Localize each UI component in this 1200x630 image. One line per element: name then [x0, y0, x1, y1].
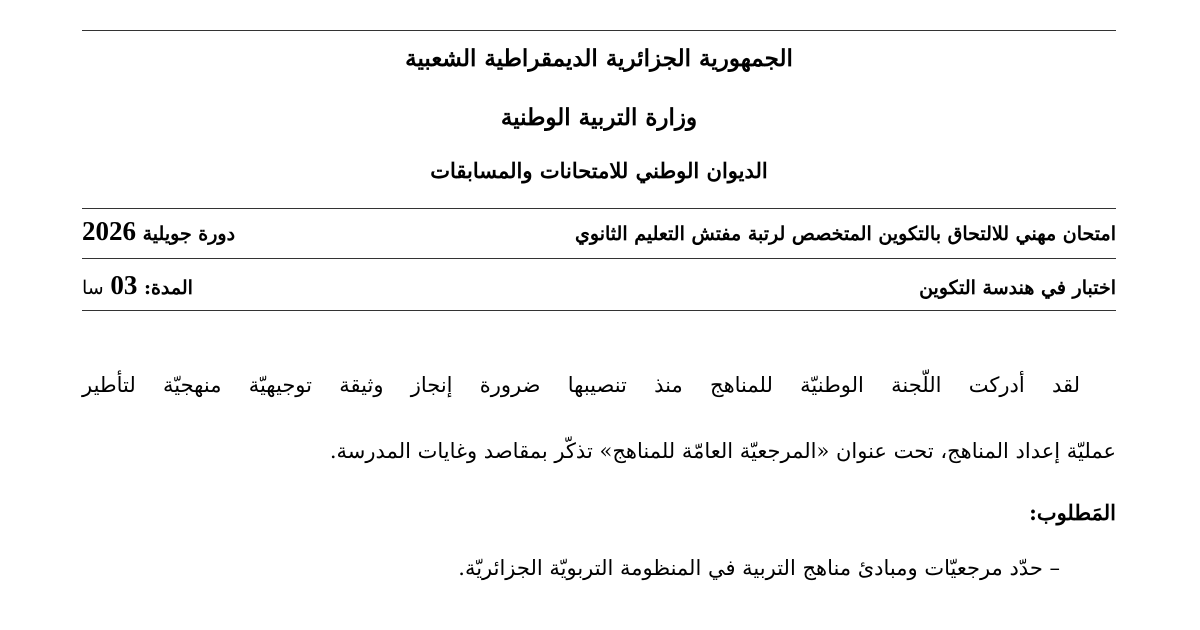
required-label: المَطلوب:: [1029, 500, 1116, 525]
duration-label: المدة:: [143, 277, 193, 299]
duration-value: 03: [110, 270, 138, 300]
republic-title: الجمهورية الجزائرية الديمقراطية الشعبية: [405, 45, 793, 72]
paragraph-line-2: عمليّة إعداد المناهج، تحت عنوان «المرجعيّة العامّة للمناهج» تذكّر بمقاصد وغايات المدرسة.: [329, 439, 1116, 463]
task-item: – حدّد مرجعيّات ومبادئ مناهج التربية في المنظومة التربويّة الجزائريّة.: [458, 556, 1060, 580]
session-label: دورة جويلية: [142, 223, 236, 245]
session-year: 2026: [82, 216, 136, 246]
exam-title: امتحان مهني للالتحاق بالتكوين المتخصص لرتبة مفتش التعليم الثانوي: [575, 223, 1116, 245]
exam-subject-row: [82, 270, 1116, 301]
top-rule: [82, 30, 1116, 31]
intro-paragraph: [82, 352, 1116, 484]
exam-title-row: [82, 216, 1116, 247]
paragraph-line-1: لقد أدركت اللّجنة الوطنيّة للمناهج منذ تنصيبها ضرورة إنجاز وثيقة توجيهيّة منهجيّة لتأطير: [82, 373, 1080, 397]
exam-duration: [82, 270, 193, 301]
duration-unit: سا: [82, 277, 104, 299]
subject-rule: [82, 310, 1116, 311]
ministry-title: وزارة التربية الوطنية: [500, 104, 698, 131]
exam-session: [82, 216, 235, 247]
header-rule: [82, 208, 1116, 209]
office-title: الديوان الوطني للامتحانات والمسابقات: [430, 158, 768, 183]
exam-subject: اختبار في هندسة التكوين: [919, 277, 1116, 299]
exam-rule: [82, 258, 1116, 259]
